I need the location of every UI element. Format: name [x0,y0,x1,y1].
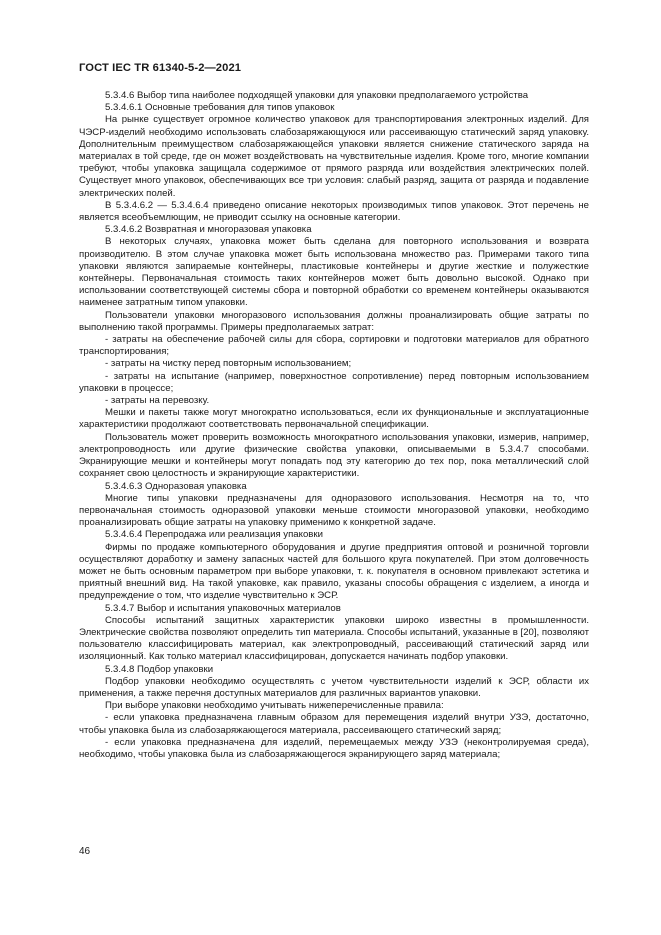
list-item: - затраты на чистку перед повторным использованием; [105,358,352,370]
body-paragraph: Мешки и пакеты также могут многократно использоваться, если их функциональные и эксплуатационные характеристики продолжают соответствовать первоначальной спецификации. [79,407,589,431]
list-item: - затраты на испытание (например, поверхностное сопротивление) перед повторным использованием упаковки в процессе; [79,370,589,394]
body-paragraph: Способы испытаний защитных характеристик упаковки широко известны в промышленности. Электрические свойства позволяют определить тип материала. Способы испытаний, указанные в [20], позволяют пользователю классифицировать материал, как электропроводный, рассеивающий статический заряд или изоляционный. Как только материал классифицирован, допускается начинать подбор упаковки. [79,614,589,663]
body-paragraph: Фирмы по продаже компьютерного оборудования и другие предприятия оптовой и розничной торговли осуществляют доработку и замену запасных частей для большого круга покупателей. При этом долговечность может не быть основным параметром при выборе упаковки, т. к. покупателя в основном привлекают эстетика и приятный внешний вид. На такой упаковке, как правило, указаны способы обращения с изделием, а иногда и предупреждение о том, что изделие чувствительно к ЭСР. [79,541,589,602]
body-paragraph: В некоторых случаях, упаковка может быть сделана для повторного использования и возврата производителю. В этом случае упаковка может быть использована множество раз. Примерами такого типа упаковки являются запираемые контейнеры, пластиковые контейнеры и другие жесткие и полужесткие контейнеры. Первоначальная стоимость таких контейнеров может быть довольно высокой. Однако при использовании соответствующей системы сбора и повторной обработки со временем контейнеры оказываются наименее затратным типом упаковки. [79,236,589,309]
section-heading: 5.3.4.6.1 Основные требования для типов упаковок [105,102,335,114]
body-paragraph: Многие типы упаковки предназначены для одноразового использования. Несмотря на то, что первоначальная стоимость одноразовой упаковки меньше стоимости многоразовой упаковки, необходимо проанализировать общие затраты на упаковку применимо к конкретной задаче. [79,492,589,529]
section-heading: 5.3.4.6.2 Возвратная и многоразовая упаковка [105,224,312,236]
body-paragraph: Подбор упаковки необходимо осуществлять с учетом чувствительности изделий к ЭСР, области их применения, а также перечня доступных материалов для различных вариантов упаковки. [79,675,589,699]
body-paragraph: Пользователь может проверить возможность многократного использования упаковки, измерив, например, электропроводность или другие физические свойства упаковки, описываемыми в 5.3.4.7 способами. Экранирующие мешки и контейнеры могут попадать под эту категорию до тех пор, пока металлический слой сохраняет свою целостность и экранирующие характеристики. [79,431,589,480]
list-item: - затраты на обеспечение рабочей силы для сбора, сортировки и подготовки материалов для обратного транспортирования; [79,334,589,358]
list-item: - если упаковка предназначена главным образом для перемещения изделий внутри УЗЭ, достаточно, чтобы упаковка была из слабозаряжающегося материала, рассеивающего статический заряд; [79,712,589,736]
section-heading: 5.3.4.8 Подбор упаковки [105,663,214,675]
list-item: - затраты на перевозку. [105,395,210,407]
document-header: ГОСТ IEC TR 61340-5-2—2021 [79,62,242,74]
list-item: - если упаковка предназначена для изделий, перемещаемых между УЗЭ (неконтролируемая среда), необходимо, чтобы упаковка была из слабозаряжающегося экранирующего заряд материала; [79,736,589,760]
section-heading: 5.3.4.6 Выбор типа наиболее подходящей упаковки для упаковки предполагаемого устройства [105,90,529,101]
document-body [79,90,589,761]
section-heading: 5.3.4.7 Выбор и испытания упаковочных материалов [105,602,341,614]
body-paragraph: Пользователи упаковки многоразового использования должны проанализировать общие затраты по выполнению такой программы. Примеры предполагаемых затрат: [79,309,589,333]
section-heading: 5.3.4.6.4 Перепродажа или реализация упаковки [105,529,323,541]
section-heading: 5.3.4.6.3 Одноразовая упаковка [105,480,247,492]
body-paragraph: При выборе упаковки необходимо учитывать нижеперечисленные правила: [105,700,444,712]
body-paragraph: В 5.3.4.6.2 — 5.3.4.6.4 приведено описание некоторых производимых типов упаковок. Этот перечень не является всеобъемлющим, не приводит ссылку на основные категории. [79,199,589,224]
body-paragraph: На рынке существует огромное количество упаковок для транспортирования электронных изделий. Для ЧЭСР-изделий необходимо использовать слабозаряжающуюся или рассеивающую статический заряд упаковку. Дополнительным преимуществом слабозаряжающейся упаковки является снижение статического заряда на материалах в той среде, где он может воздействовать на чувствительные изделия. Кроме того, многие компании требуют, чтобы упаковка защищала содержимое от прямого разряда или воздействия электрических полей. Существует много упаковок, обеспечивающих все три условия: слабый разряд, защита от разряда и подавление электрических полей. [79,114,589,199]
page-number: 46 [79,846,91,857]
